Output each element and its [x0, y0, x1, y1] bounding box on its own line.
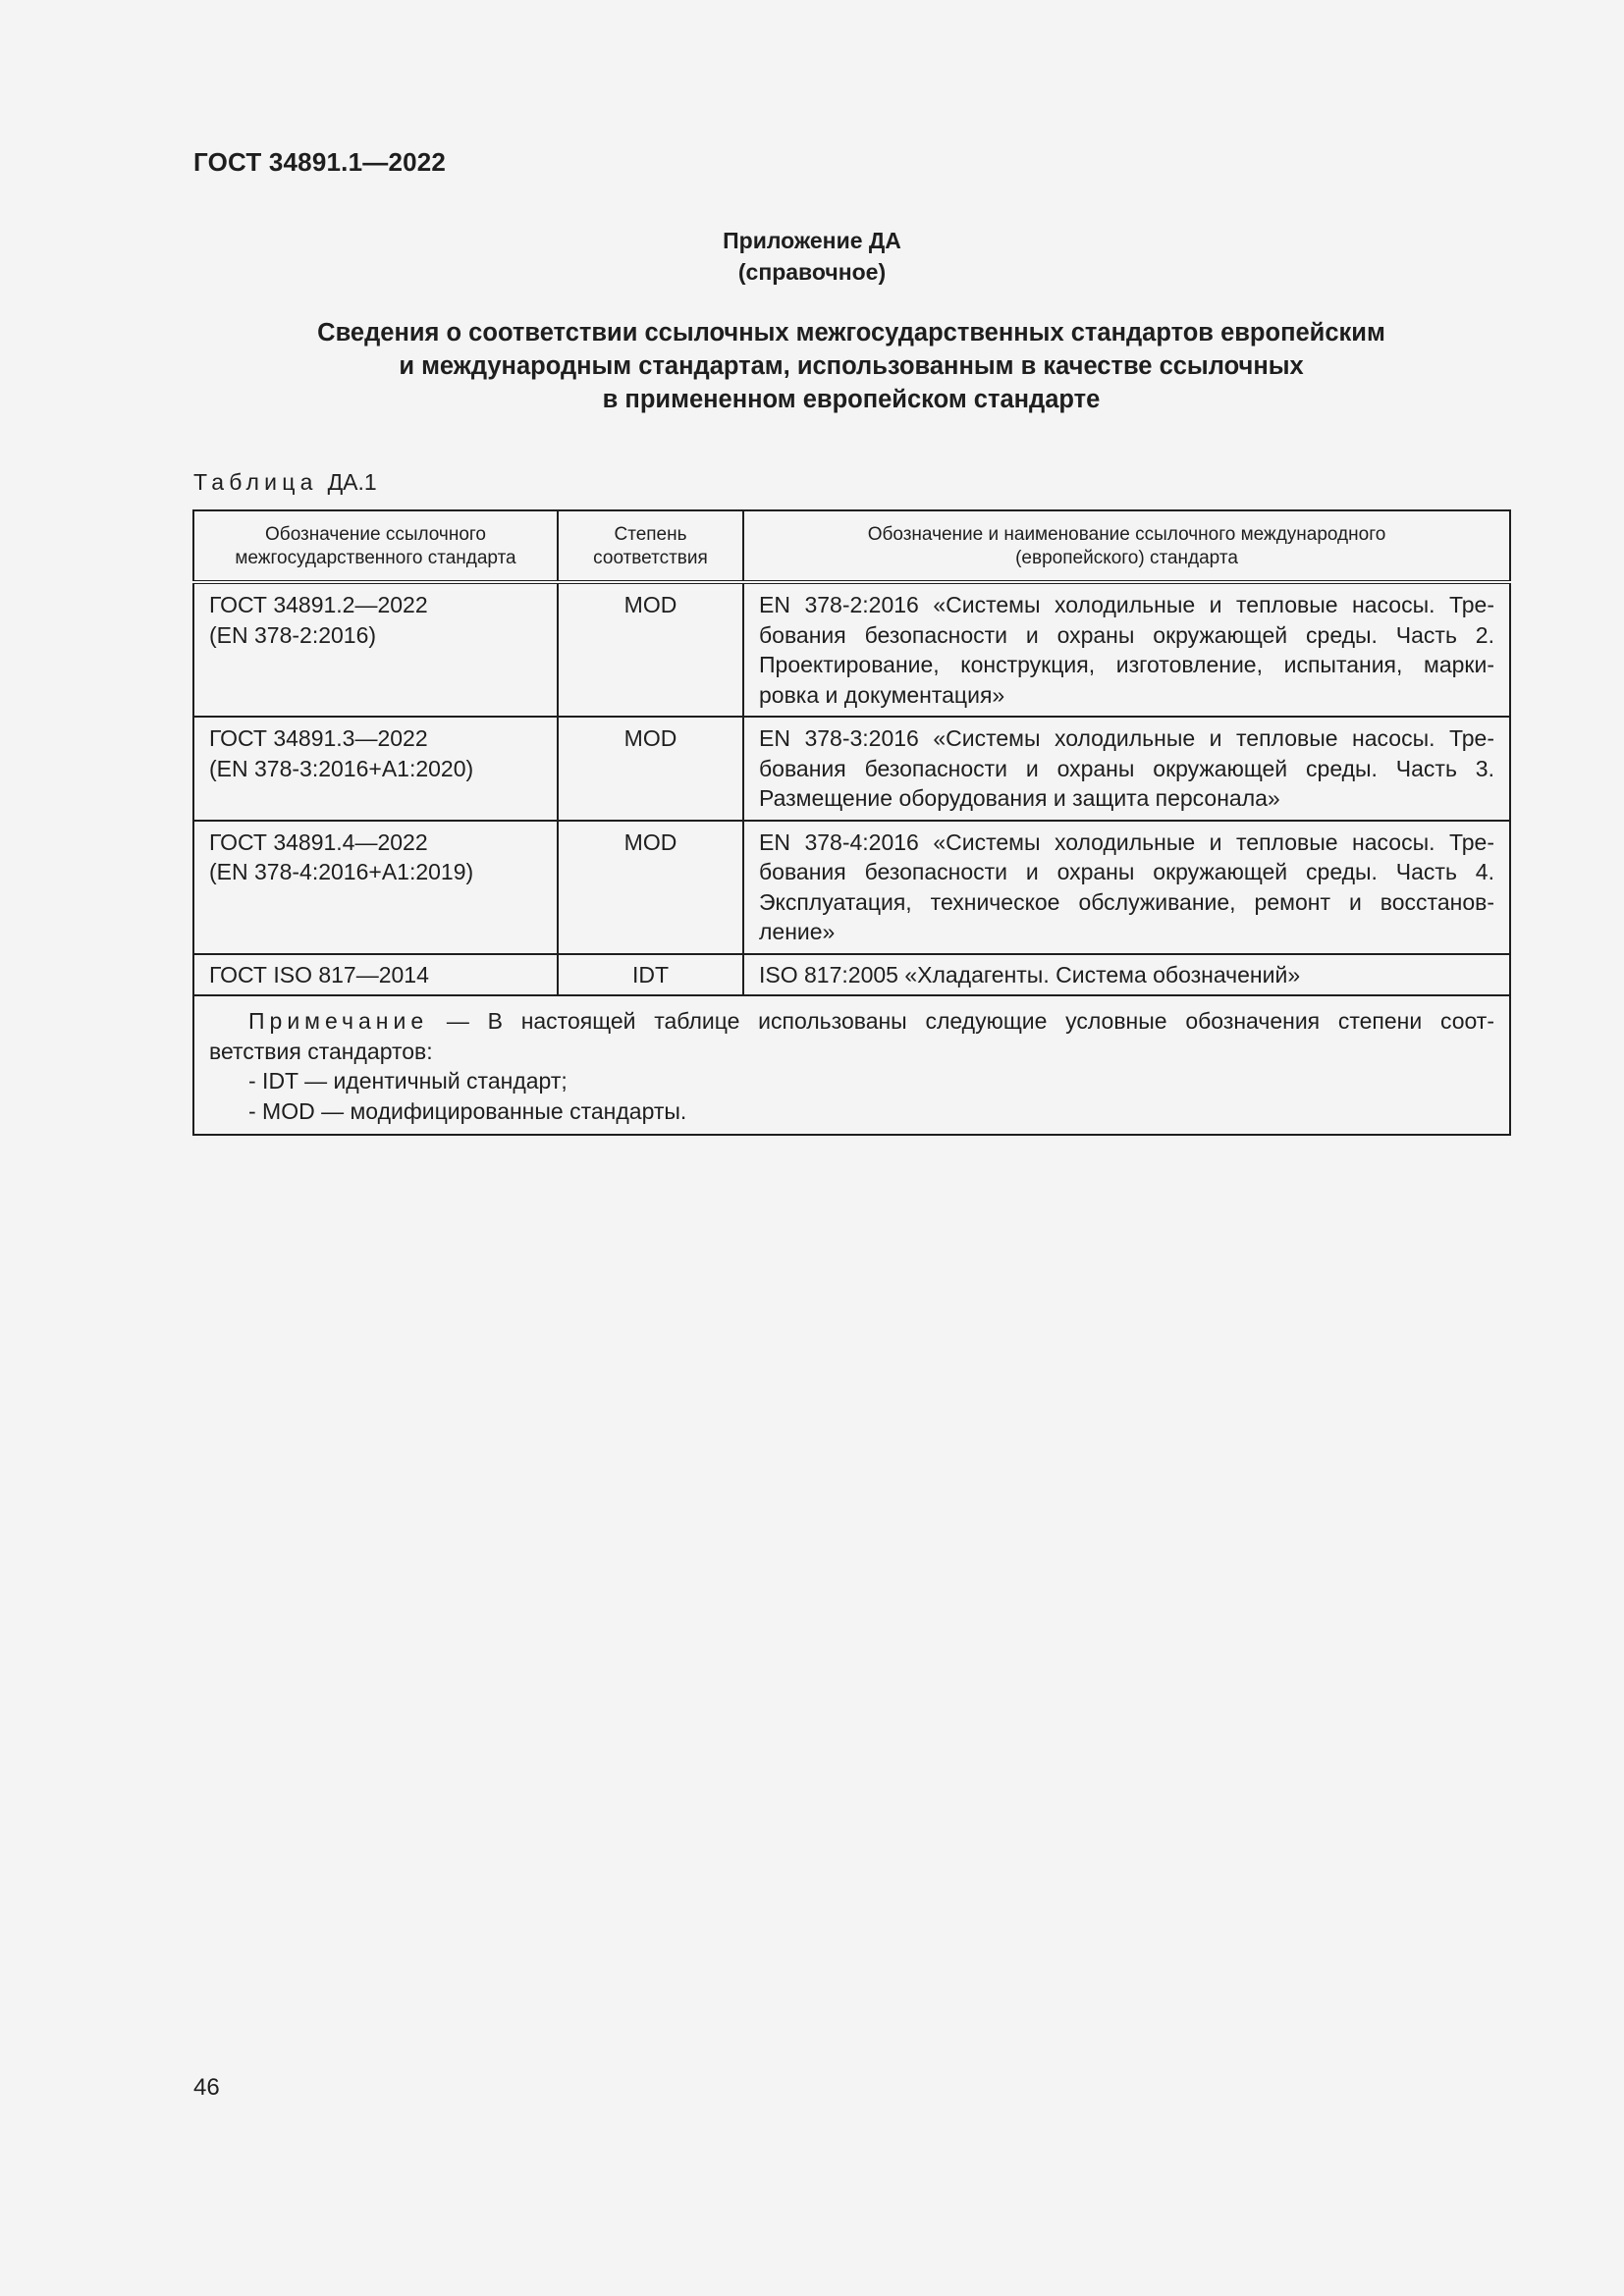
section-heading [193, 316, 1509, 416]
note-paragraph [209, 1006, 1494, 1037]
document-code: ГОСТ 34891.1—2022 [193, 147, 447, 177]
table-note [193, 995, 1510, 1135]
annex-title: Приложение ДА [723, 228, 901, 253]
description-line: EN 378-2:2016 «Системы холодильные и тепловые насосы. Тре- [759, 592, 1494, 617]
table-caption-word: Таблица [193, 469, 318, 495]
description-line: ровка и документация» [759, 681, 1005, 708]
cell-designation [193, 821, 558, 954]
heading-line: Сведения о соответствии ссылочных межгосударственных стандартов европейским [317, 319, 1385, 347]
column-header-line: соответствия [593, 548, 708, 568]
note-text-continued: ветствия стандартов: [209, 1038, 433, 1064]
designation-line: (EN 378-2:2016) [209, 621, 377, 648]
column-header-line: (европейского) стандарта [1015, 548, 1238, 568]
column-header-line: Степень [614, 524, 687, 545]
cell-degree: IDT [558, 954, 743, 996]
table-row [193, 821, 1510, 954]
description-line: ISO 817:2005 «Хладагенты. Система обозначений» [759, 961, 1301, 988]
table-row [193, 717, 1510, 821]
description-line: ление» [759, 919, 836, 944]
description-line: EN 378-4:2016 «Системы холодильные и тепловые насосы. Тре- [759, 828, 1494, 855]
note-text: — В настоящей таблице использованы следующие условные обозначения степени соот- [428, 1008, 1494, 1034]
column-header-description [743, 510, 1510, 582]
cell-description [743, 954, 1510, 996]
table-caption [193, 469, 377, 496]
column-header-line: Обозначение и наименование ссылочного международного [867, 524, 1386, 545]
reference-standards-table [192, 509, 1511, 1136]
table-note-row [193, 995, 1510, 1135]
designation-line: (EN 378-3:2016+A1:2020) [209, 755, 474, 781]
note-label: Примечание [248, 1008, 429, 1034]
table-row [193, 954, 1510, 996]
description-line: бования безопасности и охраны окружающей среды. Часть 4. [759, 859, 1494, 884]
column-header-degree [558, 510, 743, 582]
table-row [193, 582, 1510, 717]
description-line: Проектирование, конструкция, изготовление, испытания, марки- [759, 652, 1494, 677]
column-header-designation [193, 510, 558, 582]
cell-designation [193, 582, 558, 717]
heading-line: в примененном европейском стандарте [602, 386, 1101, 413]
cell-description [743, 582, 1510, 717]
cell-designation [193, 954, 558, 996]
column-header-line: межгосударственного стандарта [235, 548, 516, 568]
designation-line: (EN 378-4:2016+A1:2019) [209, 859, 474, 884]
cell-degree: MOD [558, 717, 743, 821]
cell-degree: MOD [558, 582, 743, 717]
description-line: Эксплуатация, техническое обслуживание, ремонт и восстанов- [759, 888, 1494, 915]
table-header-row [193, 510, 1510, 582]
description-line: EN 378-3:2016 «Системы холодильные и тепловые насосы. Тре- [759, 725, 1494, 751]
column-header-line: Обозначение ссылочного [265, 524, 486, 545]
description-line: Размещение оборудования и защита персонала» [759, 785, 1280, 811]
table-caption-id: ДА.1 [327, 469, 377, 495]
cell-description [743, 821, 1510, 954]
designation-line: ГОСТ ISO 817—2014 [209, 961, 429, 988]
cell-designation [193, 717, 558, 821]
note-list-item: - MOD — модифицированные стандарты. [248, 1097, 687, 1124]
designation-line: ГОСТ 34891.4—2022 [209, 828, 428, 855]
designation-line: ГОСТ 34891.3—2022 [209, 725, 428, 751]
note-list-item: - IDT — идентичный стандарт; [248, 1068, 568, 1094]
description-line: бования безопасности и охраны окружающей среды. Часть 2. [759, 621, 1494, 648]
annex-subtitle: (справочное) [737, 259, 887, 285]
page-number: 46 [193, 2074, 220, 2101]
description-line: бования безопасности и охраны окружающей среды. Часть 3. [759, 755, 1494, 781]
annex-title-block [0, 225, 1624, 288]
designation-line: ГОСТ 34891.2—2022 [209, 592, 428, 617]
cell-description [743, 717, 1510, 821]
cell-degree: MOD [558, 821, 743, 954]
heading-line: и международным стандартам, использованным в качестве ссылочных [399, 352, 1304, 380]
